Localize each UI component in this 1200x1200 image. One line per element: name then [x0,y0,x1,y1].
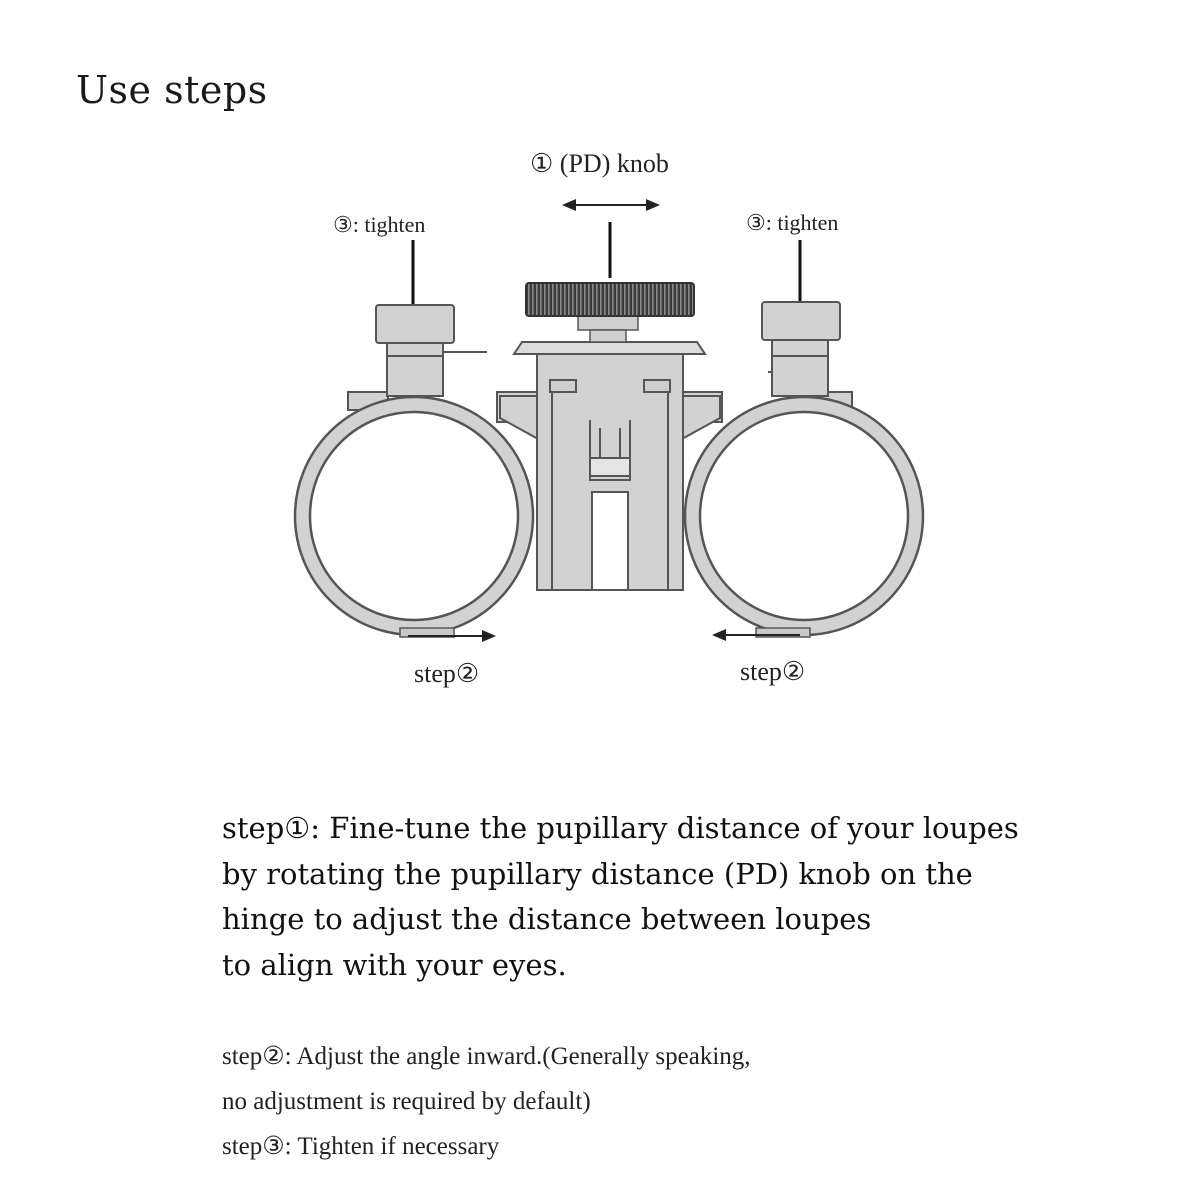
step1-line: to align with your eyes. [222,947,567,982]
pd-double-arrow [562,199,660,211]
tighten-label-left: ③: tighten [333,212,426,237]
loupe-ring-left [295,397,533,637]
step2-label-left: step② [414,659,480,688]
step1-line: hinge to adjust the distance between loupes [222,902,872,936]
step1-line: by rotating the pupillary distance (PD) knob on the [222,856,973,891]
knob-base-plate [514,342,705,354]
step2-label-right: step② [740,657,806,686]
step2-line: step②: Adjust the angle inward.(Generally speaking, [222,1043,751,1070]
knob-screw [578,316,638,342]
pd-knob-label: ① (PD) knob [530,149,669,178]
tighten-label-right: ③: tighten [746,210,839,235]
loupe-ring-right [685,397,923,637]
tighten-screw-left [376,305,487,396]
step3-line: step③: Tighten if necessary [222,1133,500,1160]
page-title: Use steps [76,68,268,112]
step2-step3-instructions [222,1034,1122,1169]
step1-instructions [222,806,1122,988]
step2-line: no adjustment is required by default) [222,1088,591,1115]
pd-knob [526,283,694,316]
step1-line: step①: Fine-tune the pupillary distance of your loupes [222,811,1019,845]
tighten-screw-right [762,302,840,396]
